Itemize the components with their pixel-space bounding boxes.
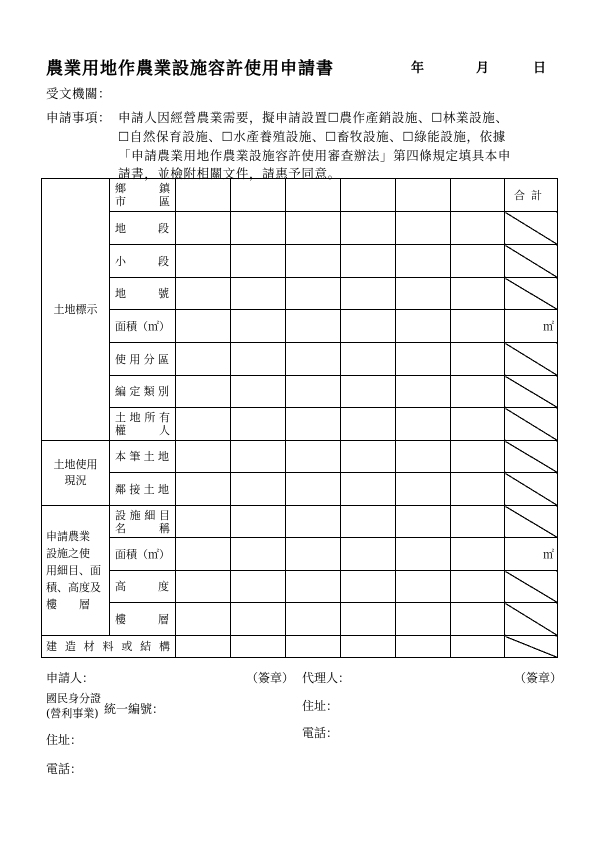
row-label-section: 地段 (110, 212, 176, 245)
form-cell[interactable] (231, 343, 286, 376)
form-cell[interactable] (396, 179, 451, 212)
form-cell[interactable] (396, 636, 451, 658)
row-label-subsection: 小段 (110, 245, 176, 278)
agent-seal-label: （簽章） (514, 671, 563, 685)
form-cell[interactable] (451, 376, 505, 408)
row-label-category: 編定類別 (110, 376, 176, 408)
form-cell[interactable] (286, 212, 341, 245)
form-cell[interactable] (231, 538, 286, 571)
group-land-label: 土地標示 (42, 179, 110, 441)
form-cell[interactable] (341, 408, 396, 441)
form-cell[interactable] (451, 278, 505, 310)
table-row (42, 473, 558, 506)
form-cell[interactable] (451, 571, 505, 603)
form-cell[interactable] (231, 636, 286, 658)
form-cell[interactable] (231, 278, 286, 310)
form-cell[interactable] (341, 538, 396, 571)
total-cell-struck (505, 343, 558, 376)
form-cell[interactable] (231, 376, 286, 408)
form-cell[interactable] (341, 310, 396, 343)
applicant-address-label: 住址： (46, 733, 83, 747)
table-row (42, 376, 558, 408)
table-row (42, 506, 558, 538)
request-line-1: 申請人因經營農業需要，擬申請設置☐農作產銷設施、☐林業設施、 (118, 110, 509, 125)
id-number-label: 統一編號： (104, 702, 165, 716)
form-cell[interactable] (286, 506, 341, 538)
request-line-3: 「申請農業用地作農業設施容許使用審查辦法」第四條規定填具本申 (118, 148, 512, 163)
form-cell[interactable] (396, 441, 451, 473)
form-cell[interactable] (286, 636, 341, 658)
request-label: 申請事項： (46, 110, 112, 125)
form-cell[interactable] (451, 441, 505, 473)
total-cell-struck (505, 473, 558, 506)
date-year-label: 年 (411, 61, 425, 76)
form-cell[interactable] (451, 506, 505, 538)
total-cell-struck (505, 636, 558, 658)
form-cell[interactable] (341, 376, 396, 408)
date-day-label: 日 (533, 61, 547, 76)
total-cell-struck (505, 571, 558, 603)
form-cell[interactable] (176, 473, 231, 506)
form-cell[interactable] (176, 179, 231, 212)
agent-label: 代理人： (302, 671, 351, 685)
form-cell[interactable] (176, 408, 231, 441)
form-cell[interactable] (176, 603, 231, 636)
table-row (42, 278, 558, 310)
form-cell[interactable] (286, 571, 341, 603)
form-cell[interactable] (286, 376, 341, 408)
form-cell[interactable] (451, 538, 505, 571)
form-cell[interactable] (451, 179, 505, 212)
applicant-phone-label: 電話： (46, 762, 83, 776)
total-cell-struck (505, 408, 558, 441)
form-cell[interactable] (341, 441, 396, 473)
form-cell[interactable] (341, 278, 396, 310)
form-cell[interactable] (396, 212, 451, 245)
form-cell[interactable] (286, 408, 341, 441)
id-label-line-2: (營利事業) (46, 707, 99, 720)
form-cell[interactable] (396, 376, 451, 408)
table-row (42, 212, 558, 245)
row-label-lot: 地號 (110, 278, 176, 310)
form-cell[interactable] (176, 343, 231, 376)
form-cell[interactable] (451, 636, 505, 658)
request-line-4: 請書，並檢附相關文件，請惠予同意。 (118, 166, 341, 181)
table-row (42, 245, 558, 278)
form-cell[interactable] (231, 408, 286, 441)
id-label-line-1: 國民身分證 (46, 692, 101, 705)
form-cell[interactable] (396, 310, 451, 343)
row-label-township: 鄉 鎮 市 區 (110, 179, 176, 212)
form-cell[interactable] (231, 506, 286, 538)
form-cell[interactable] (286, 473, 341, 506)
total-cell-struck (505, 245, 558, 278)
form-cell[interactable] (176, 636, 231, 658)
row-label-facility-name: 設施細目 名 稱 (110, 506, 176, 538)
form-cell[interactable] (396, 473, 451, 506)
table-row (42, 571, 558, 603)
form-cell[interactable] (451, 343, 505, 376)
page-title: 農業用地作農業設施容許使用申請書 (46, 59, 334, 79)
form-cell[interactable] (451, 603, 505, 636)
form-cell[interactable] (176, 310, 231, 343)
form-cell[interactable] (286, 179, 341, 212)
form-cell[interactable] (396, 506, 451, 538)
form-cell[interactable] (341, 212, 396, 245)
form-cell[interactable] (341, 506, 396, 538)
form-cell[interactable] (451, 245, 505, 278)
form-cell[interactable] (286, 278, 341, 310)
row-label-zone: 使用分區 (110, 343, 176, 376)
total-cell-struck (505, 278, 558, 310)
form-cell[interactable] (396, 603, 451, 636)
row-label-this-lot: 本筆土地 (110, 441, 176, 473)
total-header: 合計 (505, 179, 558, 212)
table-row (42, 310, 558, 343)
total-cell-struck (505, 376, 558, 408)
table-row (42, 603, 558, 636)
total-cell-struck (505, 212, 558, 245)
table-row (42, 636, 558, 658)
table-row (42, 179, 558, 212)
form-cell[interactable] (286, 343, 341, 376)
agent-phone-label: 電話： (302, 726, 339, 740)
table-row (42, 441, 558, 473)
row-label-area: 面積（㎡） (110, 310, 176, 343)
total-facility-area-unit[interactable]: ㎡ (505, 538, 558, 571)
receiving-agency-label: 受文機關： (46, 86, 112, 101)
form-cell[interactable] (176, 245, 231, 278)
form-cell[interactable] (341, 571, 396, 603)
form-cell[interactable] (286, 603, 341, 636)
form-cell[interactable] (176, 571, 231, 603)
total-area-unit[interactable]: ㎡ (505, 310, 558, 343)
form-cell[interactable] (396, 245, 451, 278)
form-cell[interactable] (286, 538, 341, 571)
row-label-materials: 建造材料或結構 (42, 636, 176, 658)
form-cell[interactable] (286, 310, 341, 343)
form-cell[interactable] (176, 538, 231, 571)
form-cell[interactable] (341, 473, 396, 506)
form-cell[interactable] (341, 636, 396, 658)
table-row (42, 408, 558, 441)
applicant-seal-label: （簽章） (246, 671, 295, 685)
form-cell[interactable] (231, 571, 286, 603)
form-cell[interactable] (231, 603, 286, 636)
row-label-owner: 土地所有 權 人 (110, 408, 176, 441)
form-cell[interactable] (396, 343, 451, 376)
form-cell[interactable] (341, 179, 396, 212)
form-cell[interactable] (176, 441, 231, 473)
form-cell[interactable] (451, 408, 505, 441)
date-month-label: 月 (476, 61, 490, 76)
table-row (42, 343, 558, 376)
row-label-floors: 樓層 (110, 603, 176, 636)
form-cell[interactable] (231, 441, 286, 473)
total-cell-struck (505, 441, 558, 473)
form-cell[interactable] (451, 473, 505, 506)
form-cell[interactable] (451, 212, 505, 245)
row-label-facility-area: 面積（㎡） (110, 538, 176, 571)
form-cell[interactable] (396, 538, 451, 571)
form-cell[interactable] (231, 473, 286, 506)
form-cell[interactable] (176, 506, 231, 538)
application-form-table (41, 178, 558, 658)
total-cell-struck (505, 506, 558, 538)
row-label-adjacent: 鄰接土地 (110, 473, 176, 506)
form-cell[interactable] (396, 571, 451, 603)
row-label-height: 高度 (110, 571, 176, 603)
form-cell[interactable] (396, 278, 451, 310)
form-cell[interactable] (341, 245, 396, 278)
form-cell[interactable] (396, 408, 451, 441)
form-cell[interactable] (176, 376, 231, 408)
form-cell[interactable] (176, 278, 231, 310)
group-usage-label: 土地使用 現況 (42, 441, 110, 506)
applicant-label: 申請人： (46, 671, 95, 685)
agent-address-label: 住址： (302, 699, 339, 713)
form-cell[interactable] (341, 343, 396, 376)
total-cell-struck (505, 603, 558, 636)
form-cell[interactable] (341, 603, 396, 636)
form-cell[interactable] (231, 212, 286, 245)
group-facility-label: 申請農業 設施之使 用細目、面 積、高度及 樓 層 (42, 506, 110, 636)
form-cell[interactable] (231, 245, 286, 278)
form-cell[interactable] (286, 245, 341, 278)
form-cell[interactable] (231, 179, 286, 212)
request-line-2: ☐自然保育設施、☐水產養殖設施、☐畜牧設施、☐綠能設施，依據 (118, 129, 506, 144)
form-cell[interactable] (286, 441, 341, 473)
form-cell[interactable] (231, 310, 286, 343)
table-row (42, 538, 558, 571)
form-cell[interactable] (176, 212, 231, 245)
form-cell[interactable] (451, 310, 505, 343)
